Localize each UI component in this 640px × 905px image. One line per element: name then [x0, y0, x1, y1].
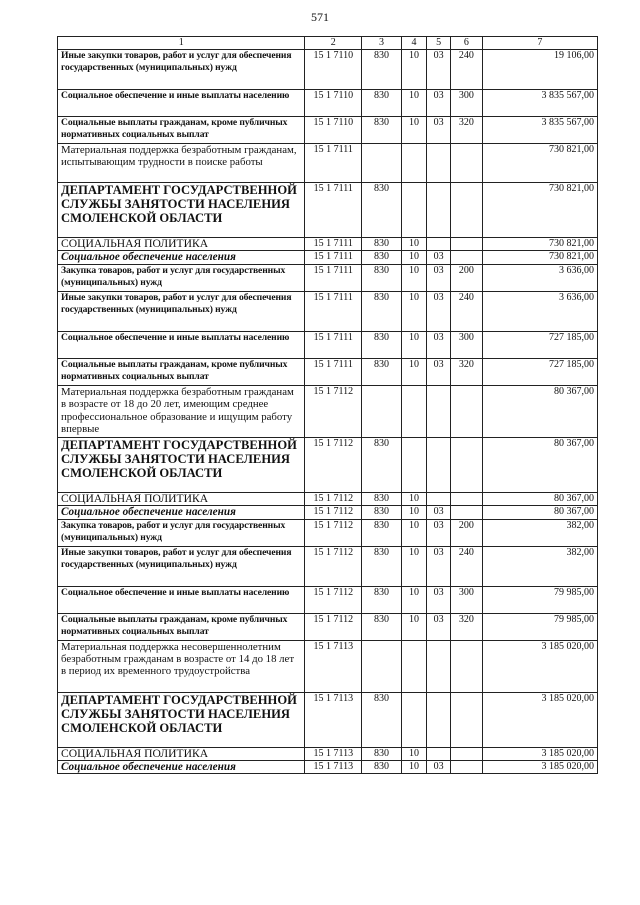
row-section-code: [401, 437, 426, 492]
row-admin-code: 830: [362, 264, 402, 291]
row-amount: 3 185 020,00: [482, 640, 597, 692]
row-amount: 19 106,00: [482, 50, 597, 90]
row-name: ДЕПАРТАМЕНТ ГОСУДАРСТВЕННОЙ СЛУЖБЫ ЗАНЯТОСТИ НАСЕЛЕНИЯ СМОЛЕНСКОЙ ОБЛАСТИ: [58, 183, 305, 238]
row-section-code: 10: [401, 546, 426, 586]
row-expense-type-code: 300: [451, 90, 482, 117]
row-expense-type-code: 300: [451, 586, 482, 613]
row-amount: 727 185,00: [482, 331, 597, 358]
row-expense-type-code: [451, 437, 482, 492]
row-section-code: [401, 144, 426, 183]
row-name: Социальные выплаты гражданам, кроме публичных нормативных социальных выплат: [58, 613, 305, 640]
row-target-code: 15 1 7112: [305, 437, 362, 492]
row-subsection-code: [427, 238, 451, 251]
row-amount: 80 367,00: [482, 492, 597, 505]
header-col-1: 1: [58, 37, 305, 50]
row-section-code: 10: [401, 358, 426, 385]
table-row: [58, 251, 598, 264]
row-subsection-code: [427, 747, 451, 760]
row-admin-code: 830: [362, 358, 402, 385]
row-expense-type-code: 300: [451, 331, 482, 358]
table-row: [58, 747, 598, 760]
row-target-code: 15 1 7110: [305, 90, 362, 117]
row-subsection-code: 03: [427, 506, 451, 519]
row-expense-type-code: 200: [451, 264, 482, 291]
table-row: [58, 437, 598, 492]
row-expense-type-code: [451, 640, 482, 692]
row-amount: 80 367,00: [482, 506, 597, 519]
row-section-code: [401, 640, 426, 692]
row-amount: 3 185 020,00: [482, 692, 597, 747]
row-section-code: 10: [401, 238, 426, 251]
row-name: Социальное обеспечение населения: [58, 506, 305, 519]
row-admin-code: [362, 144, 402, 183]
row-name: Иные закупки товаров, работ и услуг для обеспечения государственных (муниципальных) нужд: [58, 546, 305, 586]
row-target-code: 15 1 7110: [305, 50, 362, 90]
row-subsection-code: 03: [427, 613, 451, 640]
row-section-code: 10: [401, 492, 426, 505]
row-admin-code: 830: [362, 183, 402, 238]
table-row: [58, 291, 598, 331]
row-name: Социальные выплаты гражданам, кроме публичных нормативных социальных выплат: [58, 117, 305, 144]
row-amount: 80 367,00: [482, 385, 597, 437]
row-expense-type-code: 320: [451, 358, 482, 385]
row-admin-code: [362, 640, 402, 692]
row-expense-type-code: [451, 492, 482, 505]
table-row: [58, 492, 598, 505]
row-target-code: 15 1 7112: [305, 492, 362, 505]
header-col-7: 7: [482, 37, 597, 50]
row-expense-type-code: 240: [451, 546, 482, 586]
row-section-code: 10: [401, 506, 426, 519]
row-subsection-code: [427, 640, 451, 692]
row-amount: 3 636,00: [482, 291, 597, 331]
row-amount: 80 367,00: [482, 437, 597, 492]
row-name: Закупка товаров, работ и услуг для государственных (муниципальных) нужд: [58, 519, 305, 546]
row-expense-type-code: [451, 385, 482, 437]
table-body: [58, 50, 598, 774]
row-target-code: 15 1 7113: [305, 692, 362, 747]
row-amount: 730 821,00: [482, 183, 597, 238]
row-subsection-code: 03: [427, 50, 451, 90]
row-name: Иные закупки товаров, работ и услуг для обеспечения государственных (муниципальных) нужд: [58, 291, 305, 331]
row-target-code: 15 1 7112: [305, 613, 362, 640]
row-target-code: 15 1 7113: [305, 640, 362, 692]
row-name: Социальные выплаты гражданам, кроме публичных нормативных социальных выплат: [58, 358, 305, 385]
table-header-row: [58, 37, 598, 50]
row-expense-type-code: [451, 238, 482, 251]
row-name: Закупка товаров, работ и услуг для государственных (муниципальных) нужд: [58, 264, 305, 291]
row-target-code: 15 1 7113: [305, 747, 362, 760]
row-expense-type-code: [451, 761, 482, 774]
row-name: СОЦИАЛЬНАЯ ПОЛИТИКА: [58, 238, 305, 251]
row-section-code: 10: [401, 291, 426, 331]
row-section-code: 10: [401, 613, 426, 640]
row-subsection-code: [427, 437, 451, 492]
row-amount: 3 835 567,00: [482, 117, 597, 144]
table-row: [58, 358, 598, 385]
row-subsection-code: [427, 144, 451, 183]
header-col-3: 3: [362, 37, 402, 50]
row-name: ДЕПАРТАМЕНТ ГОСУДАРСТВЕННОЙ СЛУЖБЫ ЗАНЯТОСТИ НАСЕЛЕНИЯ СМОЛЕНСКОЙ ОБЛАСТИ: [58, 692, 305, 747]
table-row: [58, 331, 598, 358]
table-row: [58, 183, 598, 238]
row-admin-code: 830: [362, 50, 402, 90]
row-name: ДЕПАРТАМЕНТ ГОСУДАРСТВЕННОЙ СЛУЖБЫ ЗАНЯТОСТИ НАСЕЛЕНИЯ СМОЛЕНСКОЙ ОБЛАСТИ: [58, 437, 305, 492]
table-row: [58, 506, 598, 519]
row-amount: 382,00: [482, 546, 597, 586]
row-expense-type-code: [451, 144, 482, 183]
row-amount: 730 821,00: [482, 238, 597, 251]
row-admin-code: [362, 385, 402, 437]
row-subsection-code: 03: [427, 264, 451, 291]
row-subsection-code: [427, 183, 451, 238]
row-expense-type-code: 240: [451, 291, 482, 331]
header-col-4: 4: [401, 37, 426, 50]
row-target-code: 15 1 7112: [305, 506, 362, 519]
row-amount: 382,00: [482, 519, 597, 546]
row-section-code: 10: [401, 251, 426, 264]
row-amount: 3 185 020,00: [482, 747, 597, 760]
row-amount: 79 985,00: [482, 613, 597, 640]
row-amount: 730 821,00: [482, 251, 597, 264]
page-number: 571: [311, 10, 329, 24]
table-row: [58, 761, 598, 774]
row-section-code: 10: [401, 761, 426, 774]
budget-table: [57, 36, 598, 774]
row-expense-type-code: 200: [451, 519, 482, 546]
table-row: [58, 613, 598, 640]
row-amount: 79 985,00: [482, 586, 597, 613]
row-target-code: 15 1 7111: [305, 238, 362, 251]
row-subsection-code: 03: [427, 90, 451, 117]
row-section-code: [401, 385, 426, 437]
row-section-code: 10: [401, 747, 426, 760]
row-admin-code: 830: [362, 117, 402, 144]
row-admin-code: 830: [362, 90, 402, 117]
row-target-code: 15 1 7112: [305, 385, 362, 437]
row-expense-type-code: [451, 251, 482, 264]
table-row: [58, 117, 598, 144]
row-name: Иные закупки товаров, работ и услуг для обеспечения государственных (муниципальных) нужд: [58, 50, 305, 90]
row-admin-code: 830: [362, 613, 402, 640]
row-expense-type-code: [451, 747, 482, 760]
row-target-code: 15 1 7112: [305, 519, 362, 546]
row-admin-code: 830: [362, 692, 402, 747]
row-target-code: 15 1 7111: [305, 144, 362, 183]
row-amount: 3 185 020,00: [482, 761, 597, 774]
row-name: Материальная поддержка безработным гражданам в возрасте от 18 до 20 лет, имеющим среднее профессиональное образование и ищущим работу впервые: [58, 385, 305, 437]
row-admin-code: 830: [362, 546, 402, 586]
row-expense-type-code: [451, 692, 482, 747]
row-section-code: 10: [401, 117, 426, 144]
row-name: Социальное обеспечение и иные выплаты населению: [58, 331, 305, 358]
row-admin-code: 830: [362, 747, 402, 760]
row-target-code: 15 1 7112: [305, 546, 362, 586]
row-target-code: 15 1 7111: [305, 183, 362, 238]
row-name: Социальное обеспечение населения: [58, 251, 305, 264]
row-section-code: 10: [401, 264, 426, 291]
row-admin-code: 830: [362, 331, 402, 358]
header-col-6: 6: [451, 37, 482, 50]
table-row: [58, 546, 598, 586]
row-name: СОЦИАЛЬНАЯ ПОЛИТИКА: [58, 747, 305, 760]
table-row: [58, 90, 598, 117]
row-target-code: 15 1 7111: [305, 251, 362, 264]
table-row: [58, 692, 598, 747]
row-admin-code: 830: [362, 586, 402, 613]
row-admin-code: 830: [362, 761, 402, 774]
row-name: СОЦИАЛЬНАЯ ПОЛИТИКА: [58, 492, 305, 505]
row-name: Материальная поддержка несовершеннолетним безработным гражданам в возрасте от 14 до 18 лет в период их временного трудоустройства: [58, 640, 305, 692]
row-subsection-code: [427, 692, 451, 747]
row-admin-code: 830: [362, 291, 402, 331]
row-admin-code: 830: [362, 238, 402, 251]
row-target-code: 15 1 7111: [305, 358, 362, 385]
row-section-code: 10: [401, 90, 426, 117]
row-target-code: 15 1 7111: [305, 264, 362, 291]
table-row: [58, 50, 598, 90]
row-expense-type-code: 240: [451, 50, 482, 90]
row-admin-code: 830: [362, 519, 402, 546]
row-admin-code: 830: [362, 506, 402, 519]
row-target-code: 15 1 7113: [305, 761, 362, 774]
row-subsection-code: 03: [427, 251, 451, 264]
table-row: [58, 519, 598, 546]
row-name: Материальная поддержка безработным гражданам, испытывающим трудности в поиске работы: [58, 144, 305, 183]
row-expense-type-code: [451, 183, 482, 238]
row-section-code: 10: [401, 50, 426, 90]
row-name: Социальное обеспечение и иные выплаты населению: [58, 586, 305, 613]
row-subsection-code: [427, 492, 451, 505]
row-subsection-code: 03: [427, 519, 451, 546]
row-subsection-code: 03: [427, 586, 451, 613]
row-amount: 730 821,00: [482, 144, 597, 183]
row-name: Социальное обеспечение и иные выплаты населению: [58, 90, 305, 117]
row-section-code: [401, 183, 426, 238]
row-admin-code: 830: [362, 437, 402, 492]
header-col-5: 5: [427, 37, 451, 50]
row-subsection-code: 03: [427, 546, 451, 586]
row-name: Социальное обеспечение населения: [58, 761, 305, 774]
row-expense-type-code: 320: [451, 613, 482, 640]
row-subsection-code: 03: [427, 117, 451, 144]
table-row: [58, 385, 598, 437]
row-section-code: 10: [401, 586, 426, 613]
row-subsection-code: 03: [427, 291, 451, 331]
row-target-code: 15 1 7111: [305, 291, 362, 331]
row-section-code: 10: [401, 331, 426, 358]
row-expense-type-code: 320: [451, 117, 482, 144]
row-subsection-code: 03: [427, 761, 451, 774]
row-amount: 3 835 567,00: [482, 90, 597, 117]
row-target-code: 15 1 7111: [305, 331, 362, 358]
row-amount: 727 185,00: [482, 358, 597, 385]
table-row: [58, 238, 598, 251]
table-row: [58, 640, 598, 692]
table-row: [58, 144, 598, 183]
row-section-code: [401, 692, 426, 747]
row-amount: 3 636,00: [482, 264, 597, 291]
row-subsection-code: [427, 385, 451, 437]
row-admin-code: 830: [362, 492, 402, 505]
row-admin-code: 830: [362, 251, 402, 264]
table-row: [58, 586, 598, 613]
row-subsection-code: 03: [427, 331, 451, 358]
row-target-code: 15 1 7112: [305, 586, 362, 613]
table-row: [58, 264, 598, 291]
row-target-code: 15 1 7110: [305, 117, 362, 144]
row-subsection-code: 03: [427, 358, 451, 385]
header-col-2: 2: [305, 37, 362, 50]
row-section-code: 10: [401, 519, 426, 546]
row-expense-type-code: [451, 506, 482, 519]
